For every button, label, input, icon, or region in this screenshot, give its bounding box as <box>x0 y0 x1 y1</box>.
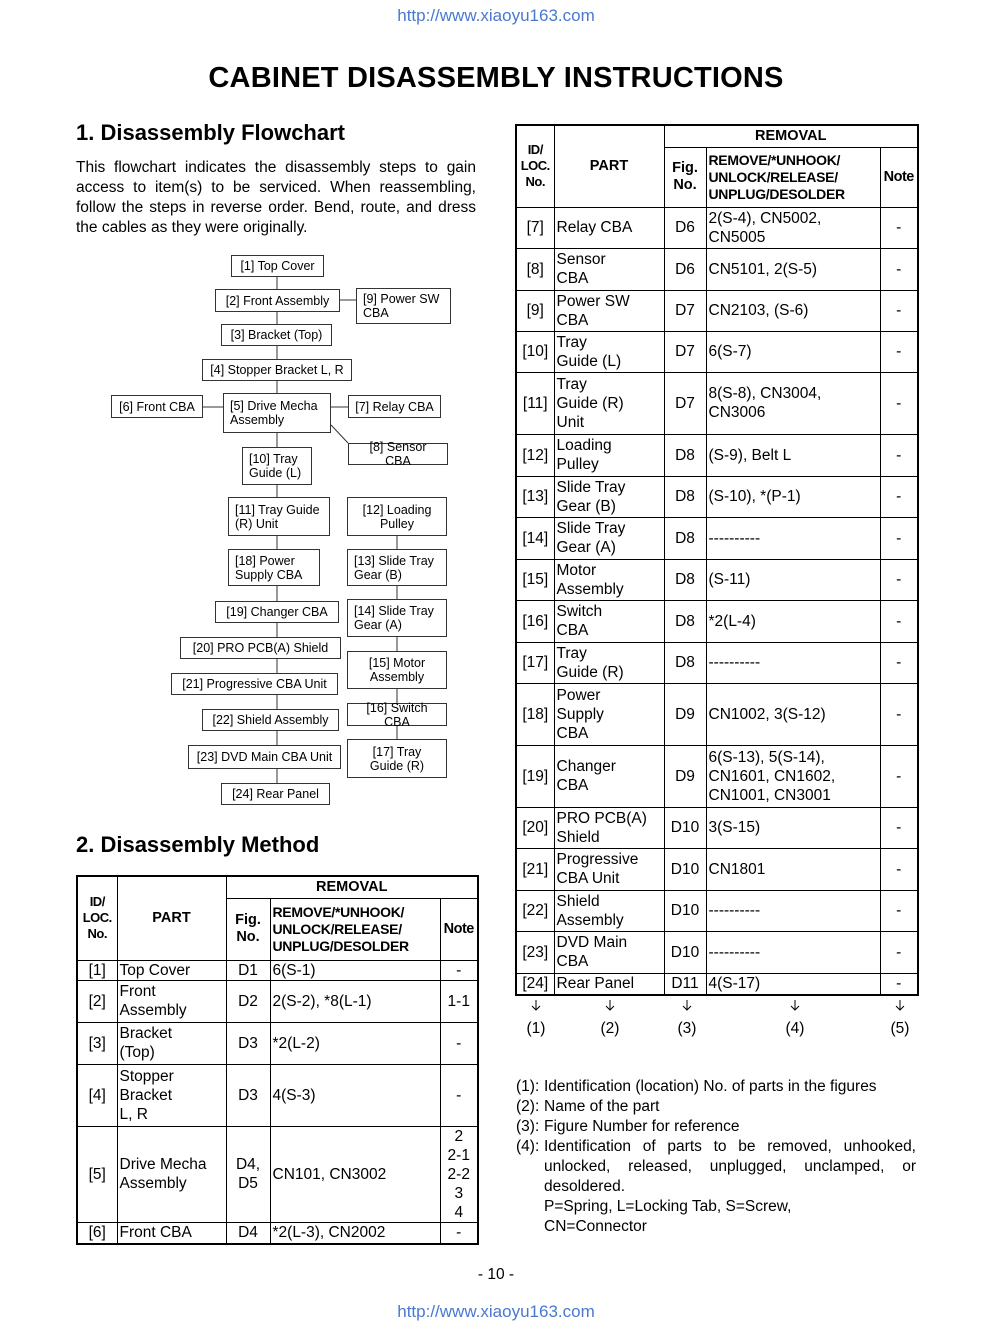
col-id-header: ID/ LOC. No. <box>516 125 554 207</box>
cell-remove: CN1002, 3(S-12) <box>706 683 880 745</box>
cell-fig: D8 <box>664 559 706 600</box>
cell-remove: 2(S-2), *8(L-1) <box>270 980 440 1022</box>
flow-node-12: [12] Loading Pulley <box>347 497 447 536</box>
cell-note: - <box>880 207 918 248</box>
cell-fig: D10 <box>664 890 706 931</box>
cell-part: Power SW CBA <box>554 290 664 331</box>
flow-node-23: [23] DVD Main CBA Unit <box>188 745 341 769</box>
cell-remove: (S-10), *(P-1) <box>706 476 880 517</box>
flow-node-11: [11] Tray Guide (R) Unit <box>228 497 330 536</box>
cell-id: [13] <box>516 476 554 517</box>
cell-part: Sensor CBA <box>554 248 664 290</box>
cell-note: - <box>880 848 918 890</box>
col-note-header: Note <box>880 147 918 207</box>
cell-part: Stopper Bracket L, R <box>117 1064 226 1126</box>
cell-remove: CN2103, (S-6) <box>706 290 880 331</box>
method-heading: 2. Disassembly Method <box>76 832 320 857</box>
cell-id: [21] <box>516 848 554 890</box>
cell-remove: 4(S-17) <box>706 973 880 995</box>
cell-part: Slide Tray Gear (B) <box>554 476 664 517</box>
flow-node-8: [8] Sensor CBA <box>348 443 448 465</box>
cell-id: [22] <box>516 890 554 931</box>
cell-note: - <box>880 559 918 600</box>
cell-id: [17] <box>516 642 554 683</box>
flow-node-19: [19] Changer CBA <box>215 601 339 623</box>
cell-part: Relay CBA <box>554 207 664 248</box>
cell-remove: ---------- <box>706 931 880 973</box>
cell-note: - <box>880 807 918 848</box>
cell-fig: D10 <box>664 807 706 848</box>
cell-id: [14] <box>516 517 554 559</box>
cell-note: - <box>880 331 918 372</box>
flow-node-3: [3] Bracket (Top) <box>221 324 332 346</box>
cell-fig: D7 <box>664 331 706 372</box>
cell-part: Motor Assembly <box>554 559 664 600</box>
cell-remove: 4(S-3) <box>270 1064 440 1126</box>
col-removal-header: REMOVAL <box>226 876 478 898</box>
cell-fig: D6 <box>664 248 706 290</box>
cell-id: [2] <box>77 980 117 1022</box>
col-remove-header: REMOVE/*UNHOOK/ UNLOCK/RELEASE/ UNPLUG/DESOLDER <box>706 147 880 207</box>
legend-item: (2): Name of the part <box>516 1098 660 1115</box>
col-note-header: Note <box>440 898 478 960</box>
cell-fig: D4 <box>226 1222 270 1244</box>
cell-part: Bracket (Top) <box>117 1022 226 1064</box>
cell-remove: 6(S-1) <box>270 960 440 980</box>
cell-remove: 8(S-8), CN3004, CN3006 <box>706 372 880 434</box>
flow-node-9: [9] Power SW CBA <box>356 288 451 324</box>
cell-part: DVD Main CBA <box>554 931 664 973</box>
cell-fig: D4, D5 <box>226 1126 270 1222</box>
cell-id: [10] <box>516 331 554 372</box>
col-part-header: PART <box>554 125 664 207</box>
cell-id: [16] <box>516 600 554 642</box>
cell-remove: CN101, CN3002 <box>270 1126 440 1222</box>
cell-part: Switch CBA <box>554 600 664 642</box>
flow-node-2: [2] Front Assembly <box>215 289 340 312</box>
flow-node-17: [17] Tray Guide (R) <box>347 739 447 778</box>
cell-note: - <box>880 642 918 683</box>
cell-fig: D9 <box>664 745 706 807</box>
cell-note: - <box>880 745 918 807</box>
cell-id: [5] <box>77 1126 117 1222</box>
cell-part: Progressive CBA Unit <box>554 848 664 890</box>
cell-part: Power Supply CBA <box>554 683 664 745</box>
cell-note: - <box>880 290 918 331</box>
cell-part: Tray Guide (R) <box>554 642 664 683</box>
legend-item: (4): Identification of parts to be removed, unhooked, unlocked, released, unplugged, unclamped, or desoldered. P=Spring, L=Locking Tab, S=Screw, CN=Connector <box>516 1138 916 1235</box>
cell-id: [8] <box>516 248 554 290</box>
cell-part: Tray Guide (R) Unit <box>554 372 664 434</box>
cell-remove: CN1801 <box>706 848 880 890</box>
column-marker-3: (3) <box>677 1020 697 1037</box>
cell-fig: D3 <box>226 1064 270 1126</box>
cell-id: [12] <box>516 434 554 476</box>
legend-item: (3): Figure Number for reference <box>516 1118 740 1135</box>
cell-note: - <box>880 973 918 995</box>
legend <box>516 1077 916 1237</box>
cell-fig: D9 <box>664 683 706 745</box>
cell-id: [6] <box>77 1222 117 1244</box>
cell-note: - <box>880 890 918 931</box>
cell-id: [4] <box>77 1064 117 1126</box>
cell-note: 2 2-1 2-2 3 4 <box>440 1126 478 1222</box>
cell-id: [9] <box>516 290 554 331</box>
cell-id: [1] <box>77 960 117 980</box>
cell-fig: D8 <box>664 517 706 559</box>
cell-part: Drive Mecha Assembly <box>117 1126 226 1222</box>
cell-remove: *2(L-4) <box>706 600 880 642</box>
flow-node-7: [7] Relay CBA <box>348 395 441 418</box>
cell-fig: D1 <box>226 960 270 980</box>
cell-remove: 6(S-7) <box>706 331 880 372</box>
flow-node-20: [20] PRO PCB(A) Shield <box>180 637 341 659</box>
cell-id: [24] <box>516 973 554 995</box>
flow-node-16: [16] Switch CBA <box>347 703 447 726</box>
cell-id: [23] <box>516 931 554 973</box>
col-remove-header: REMOVE/*UNHOOK/ UNLOCK/RELEASE/ UNPLUG/DESOLDER <box>270 898 440 960</box>
cell-note: - <box>880 683 918 745</box>
footer-url[interactable]: http://www.xiaoyu163.com <box>397 1302 595 1321</box>
cell-fig: D2 <box>226 980 270 1022</box>
page-number: - 10 - <box>477 1266 515 1283</box>
column-marker-5: (5) <box>890 1020 910 1037</box>
col-removal-header: REMOVAL <box>664 125 918 147</box>
cell-part: Rear Panel <box>554 973 664 995</box>
cell-part: PRO PCB(A) Shield <box>554 807 664 848</box>
cell-fig: D8 <box>664 476 706 517</box>
flowchart-heading: 1. Disassembly Flowchart <box>76 120 345 145</box>
col-id-header: ID/ LOC. No. <box>77 876 117 960</box>
cell-note: - <box>880 931 918 973</box>
cell-remove: ---------- <box>706 642 880 683</box>
cell-fig: D10 <box>664 931 706 973</box>
cell-id: [20] <box>516 807 554 848</box>
cell-remove: 2(S-4), CN5002, CN5005 <box>706 207 880 248</box>
cell-note: - <box>880 600 918 642</box>
flow-node-15: [15] Motor Assembly <box>347 651 447 689</box>
cell-part: Tray Guide (L) <box>554 331 664 372</box>
flow-node-21: [21] Progressive CBA Unit <box>171 673 338 695</box>
flow-node-4: [4] Stopper Bracket L, R <box>202 359 352 381</box>
cell-remove: *2(L-2) <box>270 1022 440 1064</box>
cell-remove: *2(L-3), CN2002 <box>270 1222 440 1244</box>
cell-part: Top Cover <box>117 960 226 980</box>
flow-node-14: [14] Slide Tray Gear (A) <box>347 599 447 637</box>
cell-fig: D7 <box>664 290 706 331</box>
cell-fig: D11 <box>664 973 706 995</box>
cell-note: - <box>880 372 918 434</box>
cell-remove: 6(S-13), 5(S-14), CN1601, CN1602, CN1001, CN3001 <box>706 745 880 807</box>
cell-note: - <box>880 434 918 476</box>
cell-id: [15] <box>516 559 554 600</box>
cell-id: [18] <box>516 683 554 745</box>
cell-id: [7] <box>516 207 554 248</box>
cell-note: - <box>880 248 918 290</box>
cell-note: - <box>440 1222 478 1244</box>
cell-note: - <box>440 960 478 980</box>
flow-node-1: [1] Top Cover <box>231 255 324 277</box>
cell-note: - <box>440 1022 478 1064</box>
flow-node-10: [10] Tray Guide (L) <box>242 447 312 485</box>
cell-id: [3] <box>77 1022 117 1064</box>
flowchart-intro: This flowchart indicates the disassembly steps to gain access to item(s) to be serviced. When reassembling, follow the steps in reverse order. Bend, route, and dress the cables as they were originally. <box>76 159 476 236</box>
cell-fig: D8 <box>664 434 706 476</box>
flow-node-6: [6] Front CBA <box>111 395 203 418</box>
cell-part: Changer CBA <box>554 745 664 807</box>
cell-fig: D3 <box>226 1022 270 1064</box>
cell-remove: 3(S-15) <box>706 807 880 848</box>
cell-remove: CN5101, 2(S-5) <box>706 248 880 290</box>
column-marker-2: (2) <box>600 1020 620 1037</box>
cell-note: - <box>440 1064 478 1126</box>
flow-node-24: [24] Rear Panel <box>221 783 330 805</box>
flow-node-22: [22] Shield Assembly <box>202 709 339 731</box>
cell-remove: ---------- <box>706 517 880 559</box>
cell-fig: D6 <box>664 207 706 248</box>
page-title: CABINET DISASSEMBLY INSTRUCTIONS <box>208 62 784 94</box>
column-marker-4: (4) <box>785 1020 805 1037</box>
cell-part: Loading Pulley <box>554 434 664 476</box>
cell-note: - <box>880 517 918 559</box>
column-marker-1: (1) <box>526 1020 546 1037</box>
col-fig-header: Fig. No. <box>664 147 706 207</box>
cell-note: 1-1 <box>440 980 478 1022</box>
cell-part: Slide Tray Gear (A) <box>554 517 664 559</box>
cell-part: Front CBA <box>117 1222 226 1244</box>
flow-node-13: [13] Slide Tray Gear (B) <box>347 549 447 586</box>
cell-fig: D8 <box>664 642 706 683</box>
flow-node-5: [5] Drive Mecha Assembly <box>223 393 331 433</box>
cell-part: Front Assembly <box>117 980 226 1022</box>
cell-fig: D10 <box>664 848 706 890</box>
flow-node-18: [18] Power Supply CBA <box>228 549 320 586</box>
cell-id: [11] <box>516 372 554 434</box>
col-part-header: PART <box>117 876 226 960</box>
cell-fig: D7 <box>664 372 706 434</box>
cell-remove: (S-11) <box>706 559 880 600</box>
cell-remove: ---------- <box>706 890 880 931</box>
legend-item: (1): Identification (location) No. of parts in the figures <box>516 1078 877 1095</box>
cell-fig: D8 <box>664 600 706 642</box>
cell-id: [19] <box>516 745 554 807</box>
cell-remove: (S-9), Belt L <box>706 434 880 476</box>
cell-part: Shield Assembly <box>554 890 664 931</box>
col-fig-header: Fig. No. <box>226 898 270 960</box>
cell-note: - <box>880 476 918 517</box>
header-url[interactable]: http://www.xiaoyu163.com <box>397 6 595 25</box>
